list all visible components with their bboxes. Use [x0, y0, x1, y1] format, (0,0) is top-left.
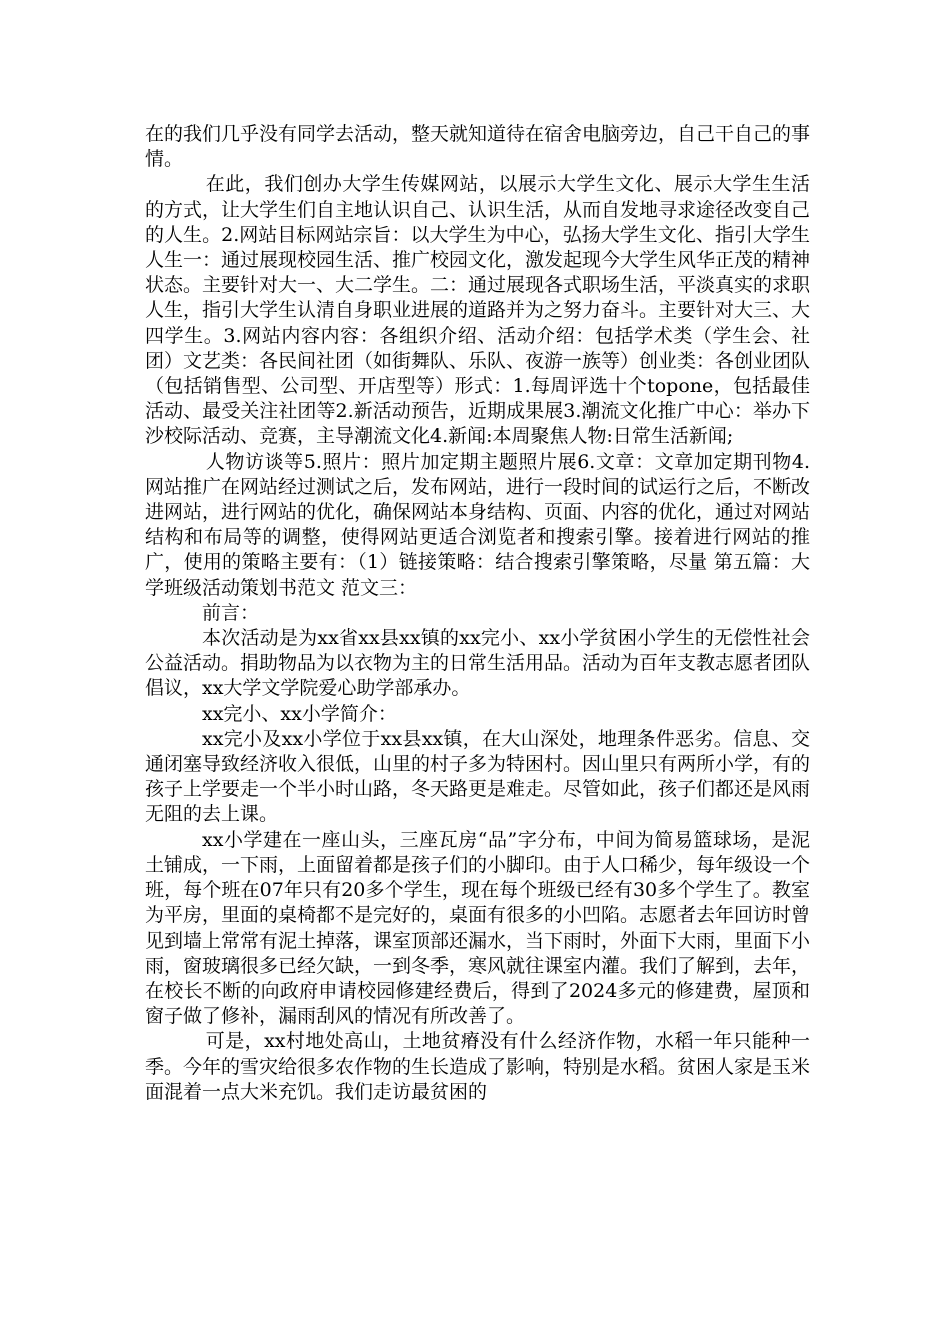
paragraph-6: xx小学建在一座山头，三座瓦房“品”字分布，中间为简易篮球场，是泥土铺成，一下雨，上面留着都是孩子们的小脚印。由于人口稀少，每年级设一个班，每个班在07年只有20多个学生，现在每个班级已经有30多个学生了。教室为平房，里面的桌椅都不是完好的，桌面有很多的小凹陷。志愿者去年回访时曾见到墙上常常有泥土掉落，课室顶部还漏水，当下雨时，外面下大雨，里面下小雨，窗玻璃很多已经欠缺，一到冬季，寒风就往课室内灌。我们了解到，去年，在校长不断的向政府申请校园修建经费后，得到了2024多元的修建费，屋顶和窗子做了修补，漏雨刮风的情况有所改善了。: [145, 828, 811, 1028]
paragraph-5: xx完小及xx小学位于xx县xx镇，在大山深处，地理条件恶劣。信息、交通闭塞导致经济收入很低，山里的村子多为特困村。因山里只有两所小学，有的孩子上学要走一个半小时山路，冬天路更是难走。尽管如此，孩子们都还是风雨无阻的去上课。: [145, 727, 811, 826]
paragraph-1: 在的我们几乎没有同学去活动，整天就知道待在宿舍电脑旁边，自己干自己的事情。: [145, 123, 811, 171]
paragraph-3: 人物访谈等5.照片：照片加定期主题照片展6.文章：文章加定期刊物4.网站推广在网站经过测试之后，发布网站，进行一段时间的试运行之后，不断改进网站，进行网站的优化，确保网站本身结构、页面、内容的优化，通过对网站结构和布局等的调整，使得网站更适合浏览者和搜索引擎。接着进行网站的推广，使用的策略主要有：（1）链接策略：结合搜索引擎策略，尽量 第五篇：大学班级活动策划书范文 范文三：: [145, 450, 811, 599]
paragraph-7: 可是，xx村地处高山，土地贫瘠没有什么经济作物，水稻一年只能种一季。今年的雪灾给很多农作物的生长造成了影响，特别是水稻。贫困人家是玉米面混着一点大米充饥。我们走访最贫困的: [145, 1030, 811, 1103]
paragraph-2: 在此，我们创办大学生传媒网站，以展示大学生文化、展示大学生生活的方式，让大学生们自主地认识自己、认识生活，从而自发地寻求途径改变自己的人生。2.网站目标网站宗旨：以大学生为中心，弘扬大学生文化、指引大学生人生一：通过展现校园生活、推广校园文化，激发起现今大学生风华正茂的精神状态。主要针对大一、大二学生。二：通过展现各式职场生活，平淡真实的求职人生，指引大学生认清自身职业进展的道路并为之努力奋斗。主要针对大三、大四学生。3.网站内容内容：各组织介绍、活动介绍：包括学术类（学生会、社团）文艺类：各民间社团（如街舞队、乐队、夜游一族等）创业类：各创业团队（包括销售型、公司型、开店型等）形式：1.每周评选十个topone，包括最佳活动、最受关注社团等2.新活动预告，近期成果展3.潮流文化推广中心：举办下沙校际活动、竞赛，主导潮流文化4.新闻:本周聚焦人物:日常生活新闻;: [145, 173, 811, 448]
document-body: [145, 122, 810, 1105]
paragraph-4: 本次活动是为xx省xx县xx镇的xx完小、xx小学贫困小学生的无偿性社会公益活动。捐助物品为以衣物为主的日常生活用品。活动为百年支教志愿者团队倡议，xx大学文学院爱心助学部承办。: [145, 627, 811, 700]
paragraph-preface-heading: 前言：: [202, 601, 260, 624]
paragraph-school-intro-heading: xx完小、xx小学简介：: [202, 702, 397, 725]
